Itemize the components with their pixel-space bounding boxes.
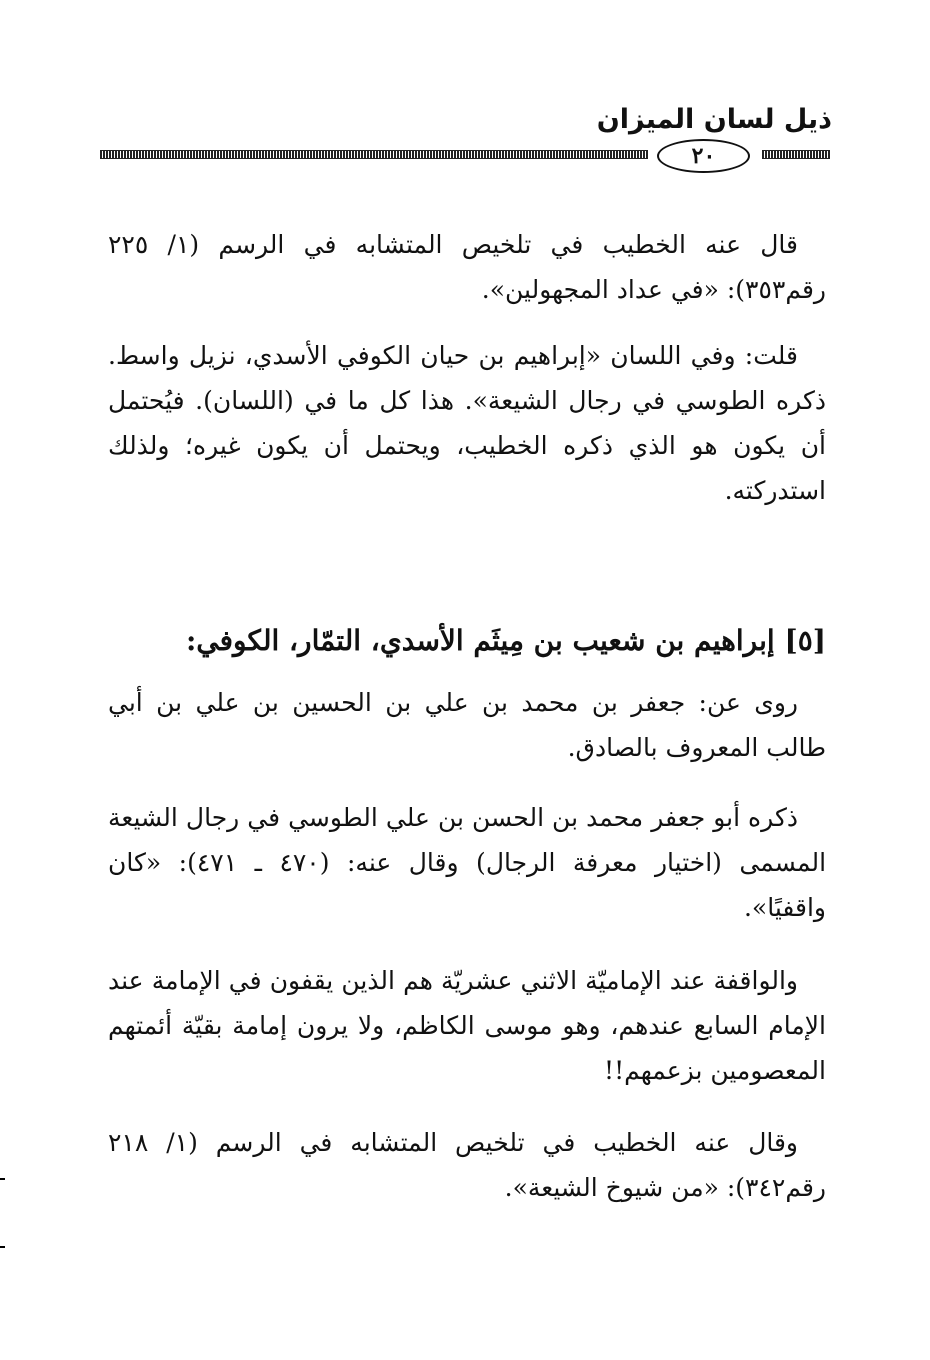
scan-edge-mark [0, 1178, 5, 1180]
paragraph-6-text: وقال عنه الخطيب في تلخيص المتشابه في الرسم (١/ ٢١٨ رقم٣٤٢): «من شيوخ الشيعة». [108, 1128, 826, 1202]
paragraph-2 [108, 333, 826, 513]
paragraph-5 [108, 958, 826, 1093]
header-rule-left [100, 150, 648, 159]
running-header-title: ذيل لسان الميزان [596, 104, 832, 135]
paragraph-1-text: قال عنه الخطيب في تلخيص المتشابه في الرسم (١/ ٢٢٥ رقم٣٥٣): «في عداد المجهولين». [108, 230, 826, 304]
paragraph-5-text: والواقفة عند الإماميّة الاثني عشريّة هم الذين يقفون في الإمامة عند الإمام السابع عندهم، وهو موسى الكاظم، ولا يرون إمامة بقيّة أئمتهم المعصومين بزعمهم!! [108, 966, 826, 1085]
paragraph-3-text: روى عن: جعفر بن محمد بن علي بن الحسين بن علي بن أبي طالب المعروف بالصادق. [108, 688, 826, 762]
paragraph-6 [108, 1120, 826, 1210]
page-number-badge: ٢٠ [657, 139, 750, 173]
entry-heading: [٥] إبراهيم بن شعيب بن مِيثَم الأسدي، التمّار، الكوفي: [185, 624, 826, 657]
paragraph-3 [108, 680, 826, 770]
paragraph-1 [108, 222, 826, 312]
paragraph-4 [108, 795, 826, 930]
paragraph-4-text: ذكره أبو جعفر محمد بن الحسن بن علي الطوسي في رجال الشيعة المسمى (اختيار معرفة الرجال) وقال عنه: (٤٧٠ ـ ٤٧١): «كان واقفيًا». [108, 803, 827, 922]
header-rule-right [762, 150, 830, 159]
scan-edge-mark [0, 1246, 5, 1248]
paragraph-2-text: قلت: وفي اللسان «إبراهيم بن حيان الكوفي الأسدي، نزيل واسط. ذكره الطوسي في رجال الشيعة». هذا كل ما في (اللسان). فيُحتمل أن يكون هو الذي ذكره الخطيب، ويحتمل أن يكون غيره؛ ولذلك استدركته. [108, 341, 826, 505]
